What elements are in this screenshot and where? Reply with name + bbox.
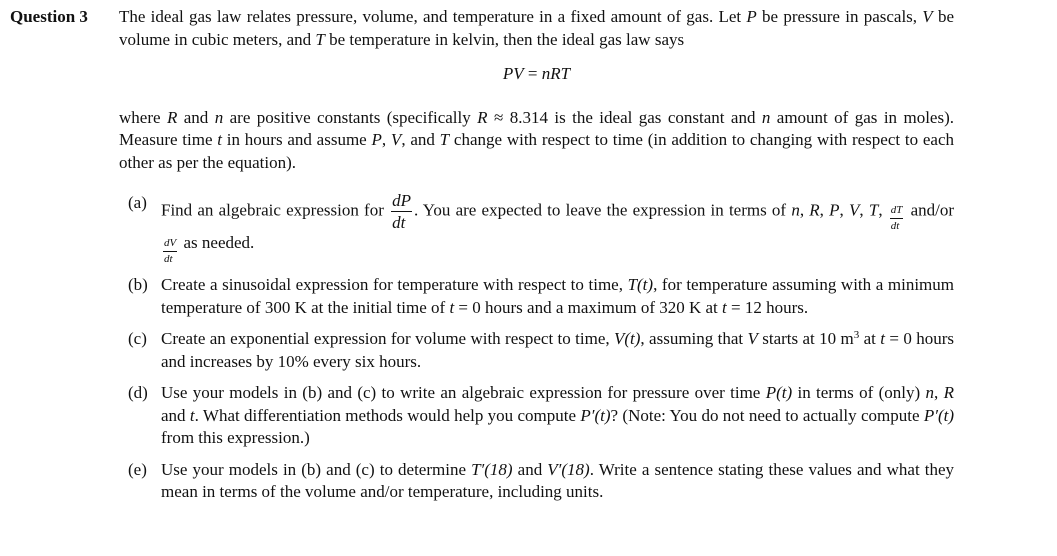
expr-V-prime-18: V′(18) bbox=[547, 459, 590, 479]
part-text-segment: starts at 10 m bbox=[757, 329, 854, 349]
fraction-dT-dt bbox=[890, 205, 904, 232]
part-d bbox=[119, 382, 954, 450]
part-text-segment: at bbox=[859, 329, 881, 349]
para-text: , and bbox=[401, 130, 440, 149]
expr-T-of-t: T(t) bbox=[627, 275, 654, 295]
part-text-segment: and bbox=[512, 459, 548, 479]
intro-paragraph bbox=[119, 6, 954, 51]
equation-rhs: nRT bbox=[541, 64, 571, 83]
fraction-denominator bbox=[163, 252, 177, 265]
para-text: ≈ 8.314 is the ideal gas constant and bbox=[487, 107, 762, 127]
expr-T-prime-18: T′(18) bbox=[471, 459, 513, 479]
equation-equals: = bbox=[523, 64, 542, 83]
var-T: T bbox=[868, 200, 879, 220]
part-label: (a) bbox=[128, 193, 147, 212]
intro-text: be temperature in kelvin, then the ideal gas law says bbox=[324, 29, 685, 49]
var-t: t bbox=[449, 297, 455, 317]
part-text-segment: ? (Note: You do not need to actually compute bbox=[610, 405, 924, 425]
para-text: are positive constants (specifically bbox=[223, 107, 478, 127]
para-text: change with respect to time (in addition to changing with respect to each other as per the equation). bbox=[119, 130, 955, 172]
var-R: R bbox=[166, 107, 178, 127]
var-R: R bbox=[809, 200, 820, 220]
var-n: n bbox=[925, 383, 935, 403]
var-V: V bbox=[849, 200, 860, 220]
part-text bbox=[161, 274, 954, 319]
fraction-denominator bbox=[391, 212, 412, 231]
intro-text: The ideal gas law relates pressure, volume, and temperature in a fixed amount of gas. Let bbox=[119, 7, 747, 26]
denominator-text: dt bbox=[164, 253, 173, 266]
fraction-denominator bbox=[890, 219, 904, 232]
numerator-text: dV bbox=[164, 237, 177, 250]
var-t: t bbox=[722, 297, 727, 317]
var-T: T bbox=[439, 130, 450, 149]
part-text-segment: from this expression.) bbox=[161, 428, 310, 448]
numerator-text: dT bbox=[890, 204, 903, 217]
var-T: T bbox=[315, 29, 325, 49]
var-P: P bbox=[746, 7, 757, 26]
part-label: (c) bbox=[128, 329, 147, 349]
part-text-segment: = 12 hours. bbox=[726, 297, 809, 317]
part-text-segment: . What differentiation methods would help you compute bbox=[194, 405, 581, 425]
var-P: P bbox=[829, 200, 840, 220]
expr-V-of-t: V(t) bbox=[613, 329, 641, 349]
part-text-segment: in terms of (only) bbox=[792, 383, 926, 403]
var-t: t bbox=[880, 329, 885, 349]
var-n: n bbox=[791, 200, 800, 220]
question-label: Question 3 bbox=[10, 7, 88, 26]
question-parts bbox=[119, 192, 954, 504]
para-text: amount of gas in moles). Measure time bbox=[119, 107, 954, 149]
part-label: (d) bbox=[128, 383, 148, 403]
part-text-segment: Find an algebraic expression for bbox=[161, 200, 390, 220]
superscript-3: 3 bbox=[853, 329, 860, 342]
var-V: V bbox=[922, 7, 933, 26]
para-text: where bbox=[119, 107, 167, 127]
part-text bbox=[161, 328, 954, 373]
var-P: P bbox=[371, 130, 382, 149]
part-text-segment: = 0 hours and a maximum of 320 K at bbox=[454, 297, 723, 317]
part-b bbox=[119, 274, 954, 319]
part-text-segment: , bbox=[799, 200, 810, 220]
para-text: in hours and assume bbox=[222, 130, 372, 149]
var-V: V bbox=[390, 130, 402, 149]
fraction-numerator bbox=[163, 238, 177, 252]
part-e bbox=[119, 459, 954, 504]
fraction-numerator bbox=[890, 205, 904, 219]
fraction-numerator bbox=[391, 192, 412, 212]
part-text bbox=[161, 192, 954, 265]
var-t: t bbox=[189, 405, 195, 425]
part-label: (b) bbox=[128, 275, 148, 295]
constants-paragraph bbox=[119, 107, 954, 175]
part-text-segment: . You are expected to leave the expression in terms of bbox=[413, 200, 792, 220]
part-text-segment: Use your models in (b) and (c) to determine bbox=[161, 459, 472, 479]
numerator-text: dP bbox=[392, 191, 411, 210]
ideal-gas-equation bbox=[119, 63, 954, 86]
part-text-segment: , bbox=[859, 200, 869, 220]
var-V: V bbox=[747, 329, 758, 349]
expr-P-of-t: P(t) bbox=[765, 383, 793, 403]
part-text-segment: , bbox=[934, 383, 944, 403]
var-R: R bbox=[943, 383, 955, 403]
equation-lhs: PV bbox=[502, 64, 524, 83]
denominator-text: dt bbox=[890, 220, 900, 233]
part-text-segment: and/or bbox=[905, 200, 955, 220]
intro-text: be pressure in pascals, bbox=[756, 7, 923, 26]
part-text-segment: Create an exponential expression for volume with respect to time, bbox=[161, 329, 614, 349]
part-text-segment: = 0 hours and increases by 10% every six hours. bbox=[161, 329, 954, 371]
part-text-segment: and bbox=[161, 405, 190, 425]
part-text-segment: , bbox=[878, 200, 888, 220]
var-R: R bbox=[477, 107, 488, 127]
part-text-segment: Use your models in (b) and (c) to write an algebraic expression for pressure over time bbox=[161, 383, 766, 403]
fraction-dV-dt bbox=[163, 238, 177, 265]
expr-P-prime-of-t: P′(t) bbox=[923, 405, 954, 425]
part-text-segment: , bbox=[819, 200, 830, 220]
expr-P-prime-of-t: P′(t) bbox=[580, 405, 611, 425]
part-text-segment: . Write a sentence stating these values and what they mean in terms of the volume and/or temperature, including units. bbox=[161, 459, 955, 502]
part-text-segment: Create a sinusoidal expression for temperature with respect to time, bbox=[161, 275, 628, 295]
part-text bbox=[161, 382, 954, 450]
denominator-text: dt bbox=[392, 213, 406, 232]
part-text-segment: , assuming that bbox=[640, 329, 748, 349]
para-text: , bbox=[381, 130, 391, 149]
part-a bbox=[119, 192, 954, 265]
var-n: n bbox=[214, 107, 224, 127]
var-n: n bbox=[761, 107, 771, 127]
para-text: and bbox=[177, 107, 215, 127]
question-body bbox=[119, 6, 954, 513]
part-text-segment: , bbox=[839, 200, 849, 220]
part-c bbox=[119, 328, 954, 373]
part-text-segment: as needed. bbox=[179, 233, 255, 253]
part-text-segment: , for temperature assuming with a minimum temperature of 300 K at the initial time of bbox=[161, 275, 954, 317]
part-text bbox=[161, 459, 954, 504]
fraction-dP-dt bbox=[391, 192, 412, 231]
intro-text: be volume in cubic meters, and bbox=[119, 7, 954, 49]
var-t: t bbox=[217, 130, 223, 149]
part-label: (e) bbox=[128, 459, 147, 479]
